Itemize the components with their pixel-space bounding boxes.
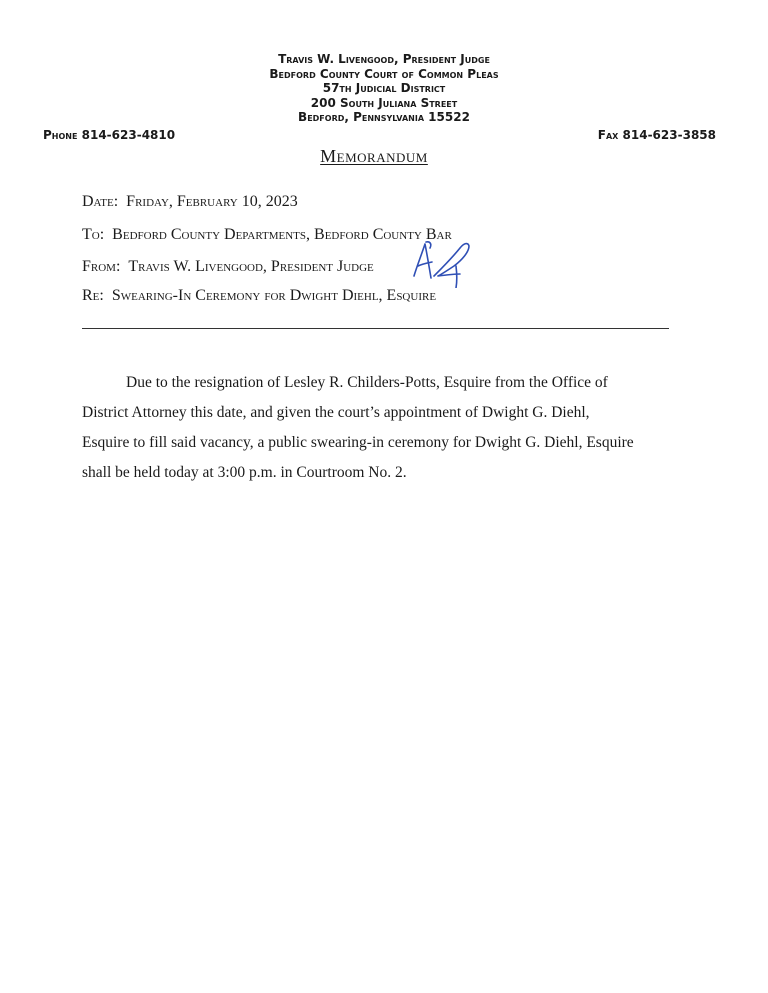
memo-from-field (82, 258, 374, 276)
signature-icon (408, 236, 480, 288)
memo-to-field (82, 226, 452, 244)
memo-title: Memorandum (320, 146, 428, 166)
body-line-1: Due to the resignation of Lesley R. Childers-Potts, Esquire from the Office of (126, 374, 608, 391)
letterhead-judge-name: Travis W. Livengood, President Judge (278, 52, 490, 66)
letterhead-court-name: Bedford County Court of Common Pleas (269, 66, 499, 81)
horizontal-divider (82, 328, 669, 329)
date-value: Friday, February 10, 2023 (126, 193, 298, 210)
letterhead-district: 57th Judicial District (322, 81, 446, 95)
body-line-4: shall be held today at 3:00 p.m. in Courtroom No. 2. (82, 464, 407, 481)
body-line-2: District Attorney this date, and given the court’s appointment of Dwight G. Diehl, (82, 404, 590, 421)
memo-body (82, 368, 682, 488)
from-label: From: (82, 258, 121, 275)
to-label: To: (82, 226, 105, 243)
memo-re-field (82, 287, 436, 305)
letterhead-city: Bedford, Pennsylvania 15522 (298, 110, 470, 124)
letterhead-street: 200 South Juliana Street (310, 95, 458, 110)
body-line-3: Esquire to fill said vacancy, a public swearing-in ceremony for Dwight G. Diehl, Esquire (82, 434, 634, 451)
re-label: Re: (82, 287, 104, 304)
phone-number: Phone 814-623-4810 (43, 128, 176, 142)
re-value: Swearing-In Ceremony for Dwight Diehl, Esquire (111, 287, 437, 304)
memo-date-field (82, 193, 298, 211)
date-label: Date: (82, 193, 119, 210)
fax-number: Fax 814-623-3858 (597, 128, 716, 142)
from-value: Travis W. Livengood, President Judge (128, 258, 374, 275)
to-value: Bedford County Departments, Bedford County Bar (112, 226, 452, 243)
letterhead (0, 52, 768, 125)
